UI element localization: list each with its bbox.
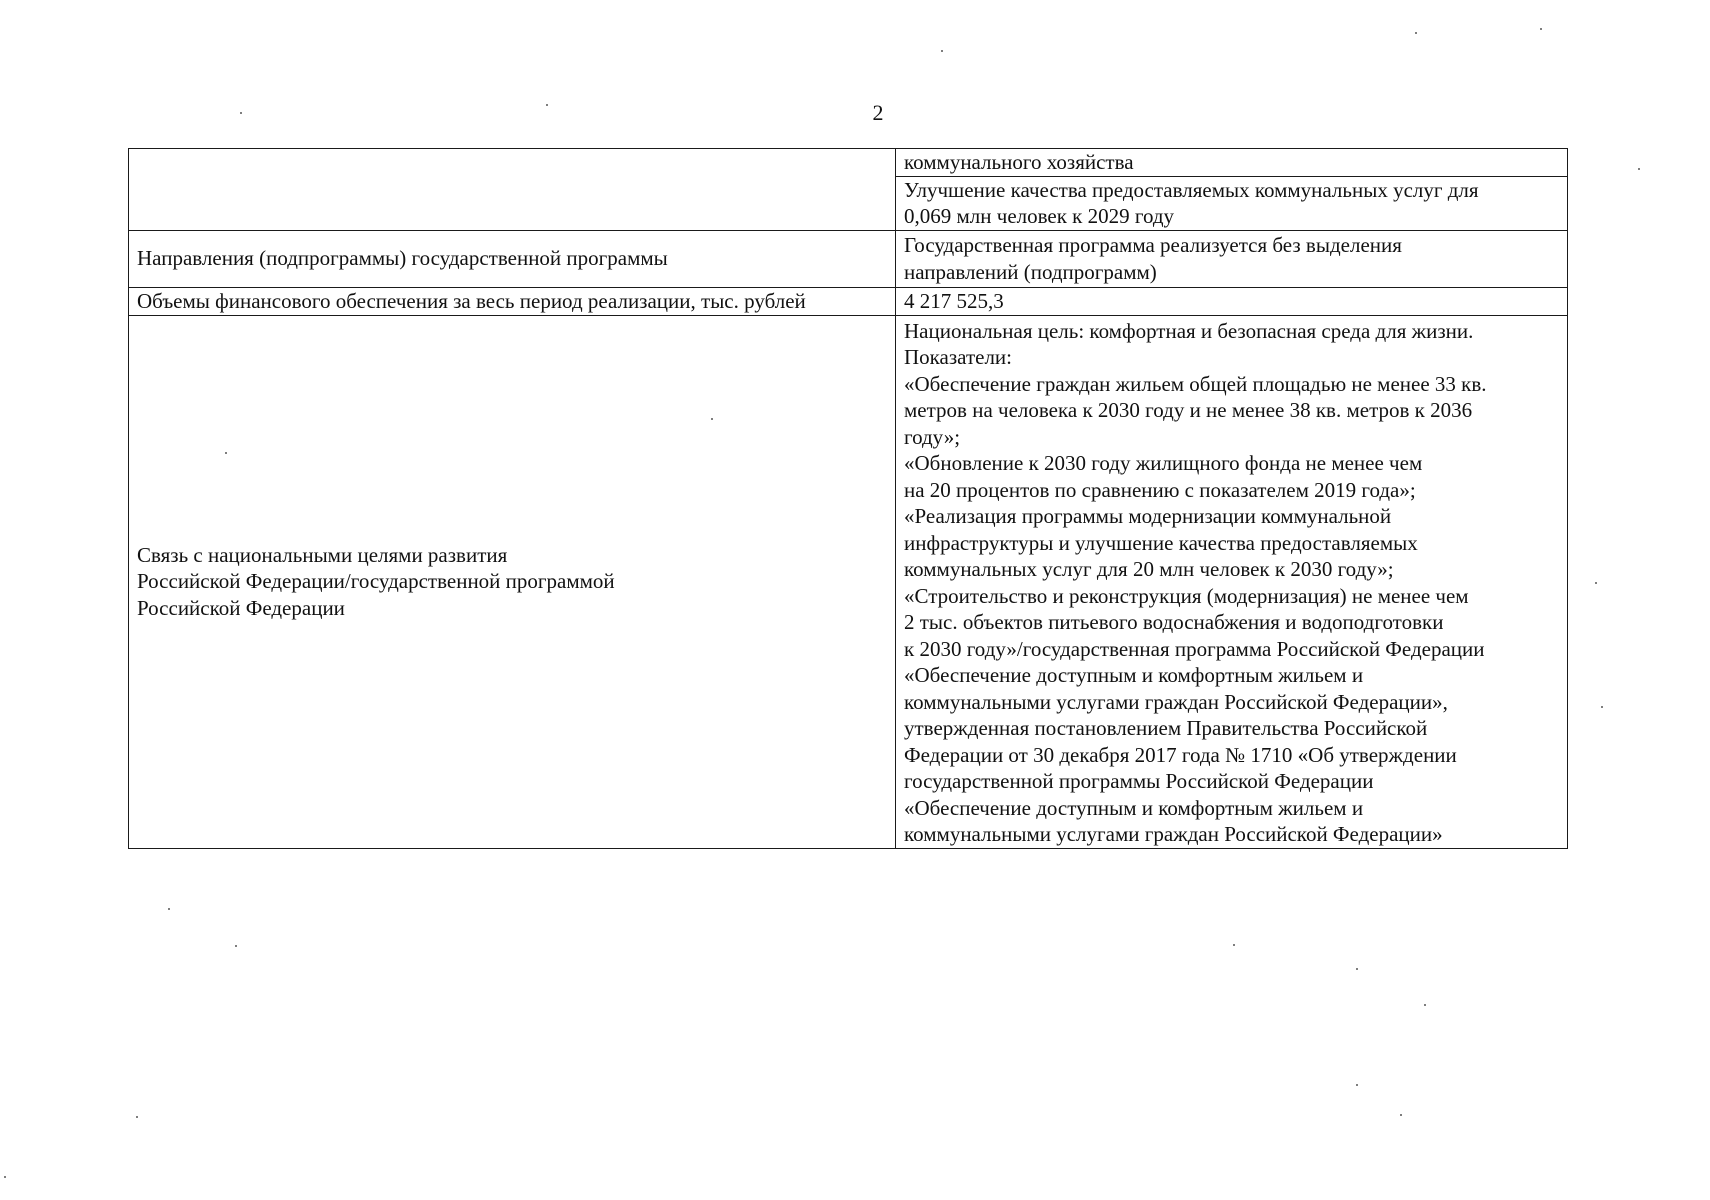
page-number: 2 xyxy=(872,100,884,125)
cell-line: инфраструктуры и улучшение качества предоставляемых xyxy=(904,530,1418,555)
cell-line: коммунальными услугами граждан Российской Федерации» xyxy=(904,822,1443,846)
cell-line: «Строительство и реконструкция (модернизация) не менее чем xyxy=(904,583,1469,608)
cell-line: Национальная цель: комфортная и безопасная среда для жизни. xyxy=(904,318,1474,343)
scan-speck xyxy=(240,112,242,114)
cell-line: Федерации от 30 декабря 2017 года № 1710 «Об утверждении xyxy=(904,742,1457,767)
cell-line: Российской Федерации/государственной программой xyxy=(137,569,615,594)
cell-line: «Обеспечение граждан жильем общей площадью не менее 33 кв. xyxy=(904,371,1487,396)
scan-speck xyxy=(4,1176,6,1178)
scan-speck xyxy=(225,452,227,454)
cell-line: Направления (подпрограммы) государственной программы xyxy=(137,246,668,271)
scan-speck xyxy=(1415,32,1417,34)
scan-speck xyxy=(1595,582,1597,584)
program-passport-table xyxy=(128,148,1568,849)
cell-line: коммунальных услуг для 20 млн человек к 2030 году»; xyxy=(904,557,1394,581)
cell-line: Государственная программа реализуется без выделения xyxy=(904,233,1402,257)
scan-speck xyxy=(1400,1114,1402,1116)
cell-line: «Обеспечение доступным и комфортным жильем и xyxy=(904,795,1364,820)
scan-speck xyxy=(1233,944,1235,946)
cell-line: Показатели: xyxy=(904,345,1012,369)
scan-speck xyxy=(1356,1084,1358,1086)
scan-speck xyxy=(235,945,237,947)
table-row xyxy=(129,315,1568,848)
cell-line: Улучшение качества предоставляемых коммунальных услуг для xyxy=(904,177,1479,202)
cell-line: Российской Федерации xyxy=(137,595,345,620)
cell-line: на 20 процентов по сравнению с показателем 2019 года»; xyxy=(904,477,1416,502)
scan-speck xyxy=(1540,28,1542,30)
scan-speck xyxy=(1424,1004,1426,1006)
table-row xyxy=(129,287,1568,315)
scan-speck xyxy=(168,908,170,910)
scan-speck xyxy=(711,418,713,420)
cell-line: коммунального хозяйства xyxy=(904,150,1134,174)
table-cell-value xyxy=(896,149,1568,177)
cell-line: «Обеспечение доступным и комфортным жильем и xyxy=(904,663,1364,687)
table-cell-value xyxy=(896,176,1568,230)
table-row xyxy=(129,149,1568,177)
cell-line: 0,069 млн человек к 2029 году xyxy=(904,204,1175,228)
cell-line: метров на человека к 2030 году и не менее 38 кв. метров к 2036 xyxy=(904,398,1473,422)
cell-line: государственной программы Российской Федерации xyxy=(904,769,1374,793)
cell-line: Объемы финансового обеспечения за весь период реализации, тыс. рублей xyxy=(137,288,806,313)
cell-line: направлений (подпрограмм) xyxy=(904,259,1157,284)
table-cell-label xyxy=(129,287,896,315)
cell-line: «Реализация программы модернизации коммунальной xyxy=(904,504,1392,528)
scan-speck xyxy=(1601,706,1603,708)
scan-speck xyxy=(1638,168,1640,170)
scan-speck xyxy=(1356,968,1358,970)
table-cell-value xyxy=(896,315,1568,848)
cell-line: к 2030 году»/государственная программа Российской Федерации xyxy=(904,636,1485,661)
scan-speck xyxy=(546,104,548,106)
cell-line: Связь с национальными целями развития xyxy=(137,542,508,567)
table-cell-label xyxy=(129,315,896,848)
table-cell-value xyxy=(896,230,1568,287)
cell-line: «Обновление к 2030 году жилищного фонда не менее чем xyxy=(904,451,1423,475)
empty-left-cell xyxy=(129,149,896,231)
cell-line: году»; xyxy=(904,424,961,449)
scan-speck xyxy=(136,1116,138,1118)
table-cell-label xyxy=(129,230,896,287)
cell-line: 4 217 525,3 xyxy=(904,288,1004,313)
table-cell-value xyxy=(896,287,1568,315)
cell-line: 2 тыс. объектов питьевого водоснабжения и водоподготовки xyxy=(904,610,1444,634)
cell-line: утвержденная постановлением Правительства Российской xyxy=(904,716,1428,740)
cell-line: коммунальными услугами граждан Российской Федерации», xyxy=(904,689,1448,714)
table-row xyxy=(129,230,1568,287)
scan-speck xyxy=(941,50,943,52)
